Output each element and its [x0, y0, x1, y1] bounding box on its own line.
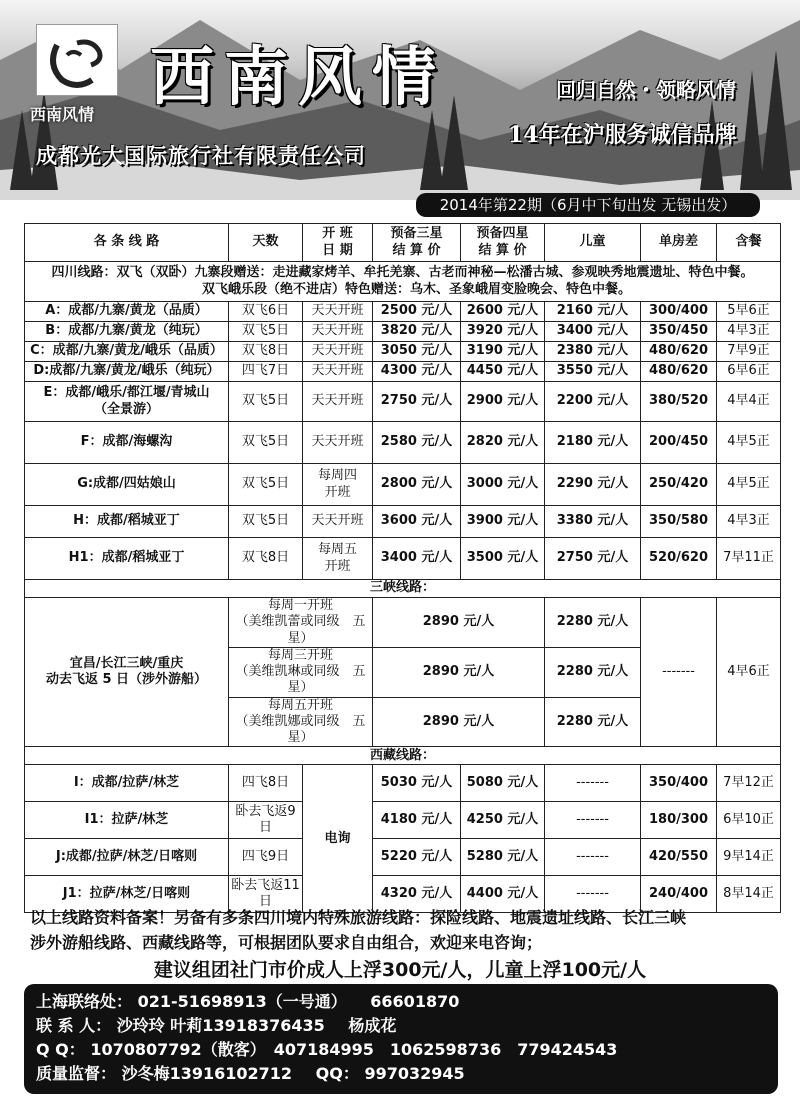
child-price: ------- — [545, 802, 641, 839]
schedule-cell: 天天开班 — [303, 322, 373, 342]
ship-class: （美维凯琳或同级 五星） — [235, 664, 366, 696]
meals-cell: 4早5正 — [717, 422, 781, 464]
single-room-price: ------- — [641, 598, 717, 747]
header-four-star: 预备四星 结 算 价 — [461, 224, 545, 262]
single-room-price: 200/450 — [641, 422, 717, 464]
three-star-price: 2750 元/人 — [373, 382, 461, 422]
schedule-cell: 天天开班 — [303, 506, 373, 538]
three-star-price: 3820 元/人 — [373, 322, 461, 342]
single-room-price: 250/420 — [641, 464, 717, 506]
ship-schedule: 每周一开班 — [267, 598, 333, 613]
contact-panel — [24, 984, 778, 1094]
route-cell: B：成都/九寨/黄龙（纯玩） — [25, 322, 229, 342]
section-row — [25, 580, 781, 598]
page-title: 西南风情 — [150, 40, 446, 115]
child-price: 2290 元/人 — [545, 464, 641, 506]
route-cell: H：成都/稻城亚丁 — [25, 506, 229, 538]
three-star-price: 3400 元/人 — [373, 538, 461, 580]
ship-schedule-cell — [229, 697, 373, 747]
issue-banner: 2014年第22期（6月中下旬出发 无锡出发） — [416, 193, 760, 217]
meals-cell: 6早10正 — [717, 802, 781, 839]
days-cell: 双飞8日 — [229, 538, 303, 580]
section-title-tibet: 西藏线路： — [25, 747, 781, 765]
single-room-price: 350/400 — [641, 765, 717, 802]
three-star-price: 5030 元/人 — [373, 765, 461, 802]
days-cell: 双飞6日 — [229, 302, 303, 322]
child-price: ------- — [545, 876, 641, 913]
header-schedule: 开 班 日 期 — [303, 224, 373, 262]
days-cell: 四飞8日 — [229, 765, 303, 802]
ship-class: （美维凯娜或同级 五星） — [235, 713, 366, 745]
three-star-price: 2800 元/人 — [373, 464, 461, 506]
route-cell: J1：拉萨/林芝/日喀则 — [25, 876, 229, 913]
schedule-cell: 每周五 开班 — [303, 538, 373, 580]
header-single: 单房差 — [641, 224, 717, 262]
logo — [36, 24, 118, 96]
three-star-price: 2500 元/人 — [373, 302, 461, 322]
meals-cell: 4早6正 — [717, 598, 781, 747]
single-room-price: 420/550 — [641, 839, 717, 876]
meals-cell: 6早6正 — [717, 362, 781, 382]
child-price: 2280 元/人 — [545, 697, 641, 747]
single-room-price: 480/620 — [641, 342, 717, 362]
schedule-cell: 天天开班 — [303, 382, 373, 422]
route-cell: D:成都/九寨/黄龙/峨乐（纯玩） — [25, 362, 229, 382]
three-star-price: 5220 元/人 — [373, 839, 461, 876]
four-star-price: 2600 元/人 — [461, 302, 545, 322]
three-star-price: 3600 元/人 — [373, 506, 461, 538]
child-price: 2380 元/人 — [545, 342, 641, 362]
contact-office-line — [36, 990, 766, 1014]
ship-price: 2890 元/人 — [373, 598, 545, 648]
qq-label: Q Q： — [36, 1040, 85, 1059]
table-row — [25, 839, 781, 876]
schedule-cell: 电询 — [303, 765, 373, 913]
four-star-price: 4250 元/人 — [461, 802, 545, 839]
route-cell: 宜昌/长江三峡/重庆 动去飞返 5 日（涉外游船） — [25, 598, 229, 747]
section-title-three-gorges: 三峡线路： — [25, 580, 781, 598]
table-row — [25, 322, 781, 342]
route-cell: I1：拉萨/林芝 — [25, 802, 229, 839]
contact-extra: 杨成花 — [348, 1016, 397, 1035]
company-name: 成都光大国际旅行社有限责任公司 — [36, 144, 366, 168]
three-star-price: 4180 元/人 — [373, 802, 461, 839]
child-price: ------- — [545, 839, 641, 876]
table-row — [25, 506, 781, 538]
qq-list: 1070807792（散客） 407184995 1062598736 779424543 — [90, 1040, 618, 1059]
header-days: 天数 — [229, 224, 303, 262]
supervisor-line — [36, 1062, 766, 1086]
route-cell: F：成都/海螺沟 — [25, 422, 229, 464]
table-header-row — [25, 224, 781, 262]
table-row — [25, 342, 781, 362]
days-cell: 双飞8日 — [229, 342, 303, 362]
header-banner — [0, 0, 800, 200]
info-line-1: 以上线路资料备案！另备有多条四川境内特殊旅游线路：探险线路、地震遗址线路、长江三峡 — [30, 908, 687, 927]
child-price: 2280 元/人 — [545, 647, 641, 697]
three-star-price: 4320 元/人 — [373, 876, 461, 913]
child-price: 3400 元/人 — [545, 322, 641, 342]
qq-line — [36, 1038, 766, 1062]
four-star-price: 4400 元/人 — [461, 876, 545, 913]
sichuan-note-row — [25, 262, 781, 302]
days-cell: 卧去飞返9日 — [229, 802, 303, 839]
header-route: 各 条 线 路 — [25, 224, 229, 262]
four-star-price: 2900 元/人 — [461, 382, 545, 422]
three-star-price: 3050 元/人 — [373, 342, 461, 362]
info-text — [30, 905, 780, 955]
meals-cell: 4早5正 — [717, 464, 781, 506]
office-label: 上海联络处： — [36, 992, 133, 1011]
ship-price: 2890 元/人 — [373, 697, 545, 747]
qq2-number: 997032945 — [364, 1064, 465, 1083]
child-price: 2750 元/人 — [545, 538, 641, 580]
days-cell: 双飞5日 — [229, 382, 303, 422]
child-price: ------- — [545, 765, 641, 802]
single-room-price: 300/400 — [641, 302, 717, 322]
sichuan-note-line-1: 四川线路：双飞（双卧）九寨段赠送：走进藏家烤羊、牟托羌寨、古老而神秘—松潘古城、参观映秀地震遗址、特色中餐。 — [51, 265, 754, 281]
table-row — [25, 598, 781, 648]
header-three-star: 预备三星 结 算 价 — [373, 224, 461, 262]
single-room-price: 480/620 — [641, 362, 717, 382]
table-row — [25, 362, 781, 382]
header-meals: 含餐 — [717, 224, 781, 262]
route-cell: A：成都/九寨/黄龙（品质） — [25, 302, 229, 322]
info-line-2: 涉外游船线路、西藏线路等，可根据团队要求自由组合，欢迎来电咨询； — [30, 933, 543, 952]
meals-cell: 9早14正 — [717, 839, 781, 876]
child-price: 2180 元/人 — [545, 422, 641, 464]
supervisor-label: 质量监督： — [36, 1064, 117, 1083]
ship-price: 2890 元/人 — [373, 647, 545, 697]
schedule-cell: 天天开班 — [303, 302, 373, 322]
table-row — [25, 422, 781, 464]
days-cell: 四飞9日 — [229, 839, 303, 876]
single-room-price: 380/520 — [641, 382, 717, 422]
office-phone-alt: 66601870 — [370, 992, 460, 1011]
contact-names: 沙玲玲 叶莉13918376435 — [116, 1016, 325, 1035]
four-star-price: 2820 元/人 — [461, 422, 545, 464]
single-room-price: 350/580 — [641, 506, 717, 538]
ship-schedule: 每周三开班 — [267, 647, 333, 663]
child-price: 2160 元/人 — [545, 302, 641, 322]
child-price: 3380 元/人 — [545, 506, 641, 538]
logo-swirl-icon — [37, 25, 119, 97]
table-row — [25, 382, 781, 422]
table-row — [25, 765, 781, 802]
ship-schedule-cell — [229, 598, 373, 648]
four-star-price: 3190 元/人 — [461, 342, 545, 362]
sichuan-note — [25, 262, 781, 302]
days-cell: 双飞5日 — [229, 422, 303, 464]
contact-person-line — [36, 1014, 766, 1038]
four-star-price: 3000 元/人 — [461, 464, 545, 506]
single-room-price: 520/620 — [641, 538, 717, 580]
supervisor-contact: 沙冬梅13916102712 — [121, 1064, 293, 1083]
route-cell: C：成都/九寨/黄龙/峨乐（品质） — [25, 342, 229, 362]
table-row — [25, 802, 781, 839]
meals-cell: 4早3正 — [717, 322, 781, 342]
route-cell: I：成都/拉萨/林芝 — [25, 765, 229, 802]
schedule-cell: 每周四 开班 — [303, 464, 373, 506]
qq2-label: QQ： — [315, 1064, 359, 1083]
route-cell: G:成都/四姑娘山 — [25, 464, 229, 506]
table-row — [25, 538, 781, 580]
child-price: 2200 元/人 — [545, 382, 641, 422]
meals-cell: 5早6正 — [717, 302, 781, 322]
route-cell: J:成都/拉萨/林芝/日喀则 — [25, 839, 229, 876]
section-row — [25, 747, 781, 765]
meals-cell: 4早3正 — [717, 506, 781, 538]
schedule-cell: 天天开班 — [303, 362, 373, 382]
single-room-price: 240/400 — [641, 876, 717, 913]
header-child: 儿童 — [545, 224, 641, 262]
ship-schedule-cell — [229, 647, 373, 697]
days-cell: 四飞7日 — [229, 362, 303, 382]
sichuan-note-line-2: 双飞峨乐段（绝不进店）特色赠送：乌木、圣象峨眉变脸晚会、特色中餐。 — [201, 281, 631, 297]
four-star-price: 4450 元/人 — [461, 362, 545, 382]
route-cell: E：成都/峨乐/都江堰/青城山 （全景游） — [25, 382, 229, 422]
ship-schedule: 每周五开班 — [267, 697, 333, 713]
four-star-price: 3920 元/人 — [461, 322, 545, 342]
child-price: 2280 元/人 — [545, 598, 641, 648]
four-star-price: 5080 元/人 — [461, 765, 545, 802]
meals-cell: 7早11正 — [717, 538, 781, 580]
schedule-cell: 天天开班 — [303, 422, 373, 464]
slogan: 回归自然・领略风情 — [556, 78, 736, 102]
days-cell: 卧去飞返11日 — [229, 876, 303, 913]
child-price: 3550 元/人 — [545, 362, 641, 382]
schedule-cell: 天天开班 — [303, 342, 373, 362]
route-cell: H1：成都/稻城亚丁 — [25, 538, 229, 580]
days-cell: 双飞5日 — [229, 464, 303, 506]
logo-caption: 西南风情 — [30, 105, 95, 124]
meals-cell: 7早9正 — [717, 342, 781, 362]
meals-cell: 7早12正 — [717, 765, 781, 802]
four-star-price: 5280 元/人 — [461, 839, 545, 876]
days-cell: 双飞5日 — [229, 322, 303, 342]
ship-class: （美维凯蕾或同级 五星） — [235, 614, 366, 646]
office-phone: 021-51698913（一号通） — [137, 992, 347, 1011]
four-star-price: 3500 元/人 — [461, 538, 545, 580]
meals-cell: 4早4正 — [717, 382, 781, 422]
days-cell: 双飞5日 — [229, 506, 303, 538]
single-room-price: 350/450 — [641, 322, 717, 342]
table-row — [25, 302, 781, 322]
price-advice: 建议组团社门市价成人上浮300元/人，儿童上浮100元/人 — [153, 959, 647, 981]
four-star-price: 3900 元/人 — [461, 506, 545, 538]
table-row — [25, 464, 781, 506]
three-star-price: 2580 元/人 — [373, 422, 461, 464]
single-room-price: 180/300 — [641, 802, 717, 839]
meals-cell: 8早14正 — [717, 876, 781, 913]
brand-line: 14年在沪服务诚信品牌 — [508, 122, 737, 148]
contact-label: 联 系 人： — [36, 1016, 112, 1035]
price-table — [24, 223, 781, 913]
three-star-price: 4300 元/人 — [373, 362, 461, 382]
